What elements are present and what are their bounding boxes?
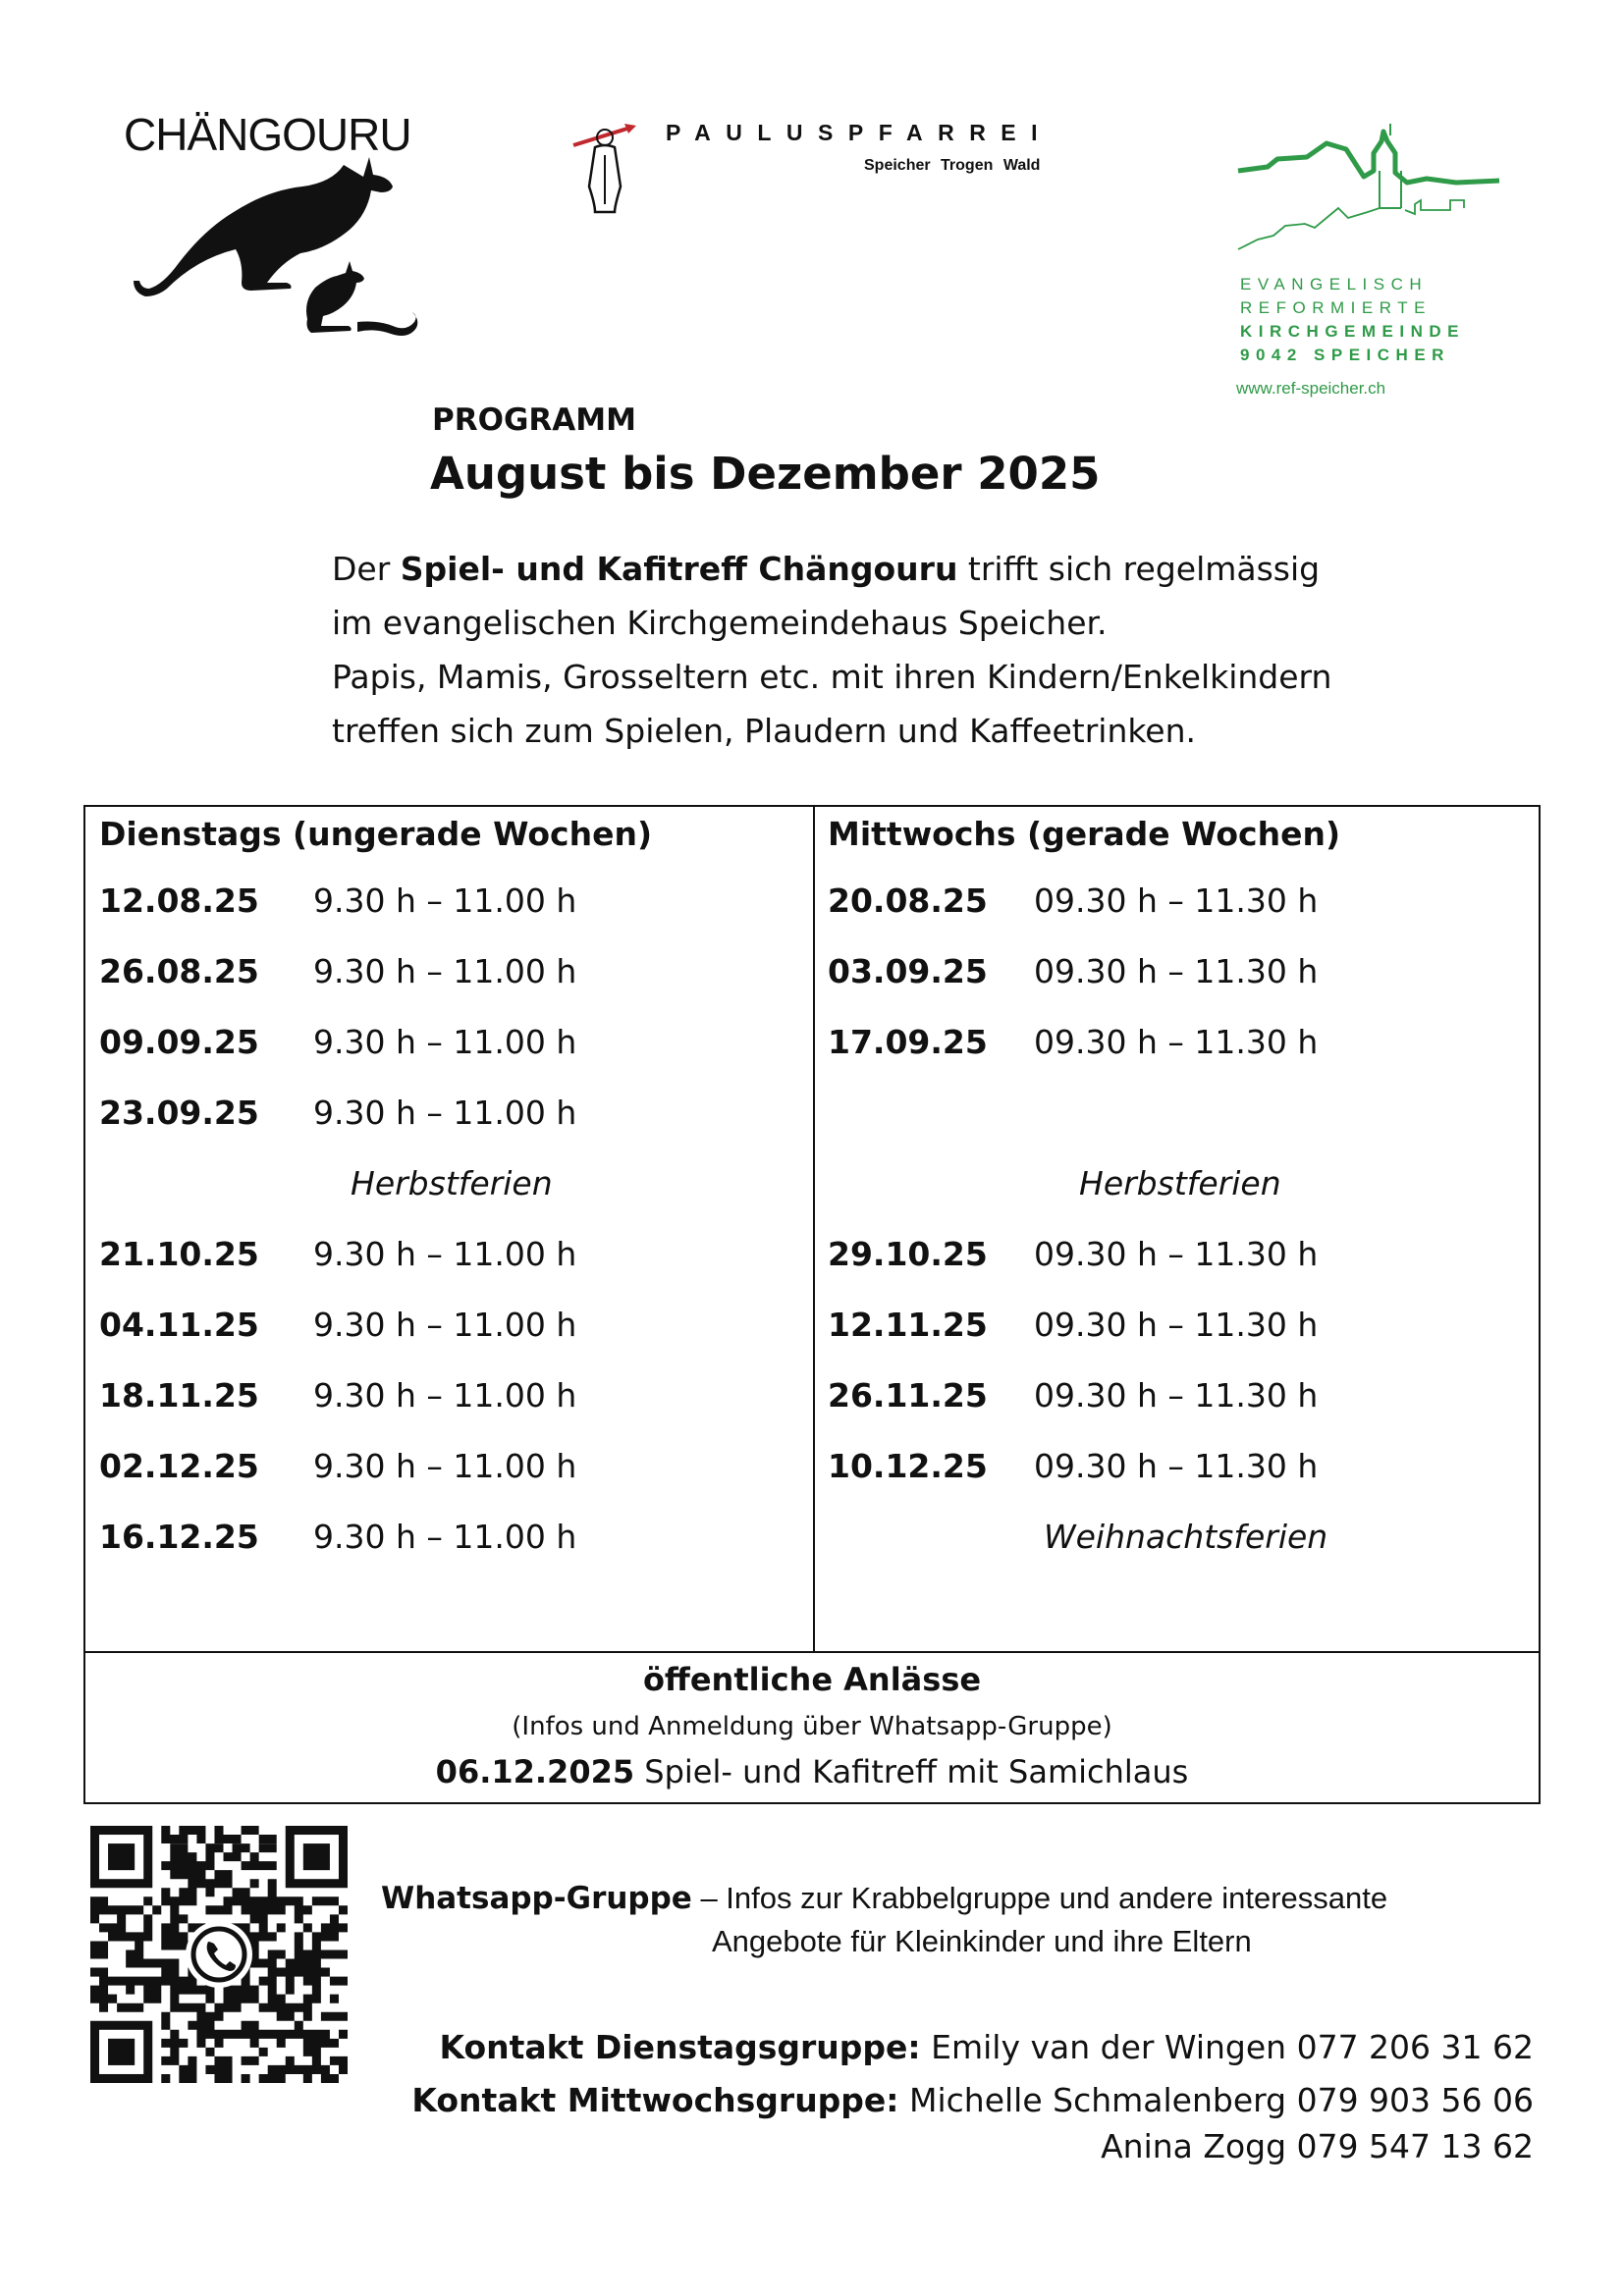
contact-wednesday-label: Kontakt Mittwochsgruppe:	[411, 2081, 899, 2119]
contact-wednesday	[411, 2081, 1534, 2119]
events-subtitle: (Infos und Anmeldung über Whatsapp-Gruppe)	[512, 1712, 1112, 1741]
event-date: 06.12.2025	[435, 1753, 635, 1790]
event-text: Spiel- und Kafitreff mit Samichlaus	[634, 1753, 1189, 1790]
tuesday-heading: Dienstags (ungerade Wochen)	[99, 815, 653, 853]
intro-highlight: Spiel- und Kafitreff Chängouru	[400, 550, 958, 588]
saint-paul-icon	[569, 116, 648, 214]
program-label: PROGRAMM	[432, 402, 636, 438]
ref-line-2: REFORMIERTE	[1240, 298, 1432, 317]
schedule-table: Dienstags (ungerade Wochen) Mittwochs (gerade Wochen) 12.08.25 9.30 h – 11.00 h 26.08.25 9.30 h – 11.00 h 09.09.25 9.30 h – 11.00 h 23.09.25 9.30 h – 11.00 h Herbstferien 21.10.25 9.30 h – 11.00 h 04.11.25 9.30 h – 11.00 h 18.11.25 9.30 h – 11.00 h 02.12.25 9.30 h – 11.00 h 16.12.25 9.30 h – 11.00 h 20.08.25 09.30 h – 11.30 h 03.09.25 09.30 h – 11.30 h 17.09.25 09.30 h – 11.30 h Herbstferien 29.10.25 09.30 h – 11.30 h 12.11.25 09.30 h – 11.30 h 26.11.25 09.30 h – 11.30 h 10.12.25 09.30 h – 11.30 h Weihnachtsferien öffentliche Anlässe (Infos und Anmeldung über Whatsapp-Gruppe) 06.12.2025 Spiel- und Kafitreff mit Samichlaus	[83, 805, 1541, 1804]
ref-line-3: KIRCHGEMEINDE	[1240, 322, 1466, 341]
wednesday-holiday: Herbstferien	[1079, 1164, 1281, 1202]
church-village-icon	[1232, 116, 1517, 263]
pauluspfarrei-logo	[569, 116, 1080, 224]
pauluspfarrei-title: PAULUSPFARREI	[666, 120, 1054, 145]
qr-code-icon	[90, 1826, 348, 2083]
intro-line-3: Papis, Mamis, Grosseltern etc. mit ihren Kindern/Enkelkindern	[332, 658, 1332, 696]
contact-tuesday	[439, 2028, 1534, 2066]
whatsapp-line-1: Whatsapp-Gruppe – Infos zur Krabbelgruppe und andere interessante	[381, 1881, 1388, 1916]
intro-text	[332, 542, 1331, 758]
events-heading: öffentliche Anlässe	[642, 1661, 982, 1698]
ref-kirchgemeinde-logo	[1232, 116, 1517, 410]
intro-line-2: im evangelischen Kirchgemeindehaus Speicher.	[332, 604, 1108, 642]
changouru-logo	[118, 108, 442, 344]
contact-tuesday-label: Kontakt Dienstagsgruppe:	[439, 2028, 921, 2066]
page-title: August bis Dezember 2025	[430, 448, 1101, 500]
event-item	[85, 1753, 1539, 1790]
wednesday-heading: Mittwochs (gerade Wochen)	[828, 815, 1341, 853]
whatsapp-qr-code[interactable]	[90, 1826, 348, 2083]
whatsapp-info	[381, 1877, 1387, 1963]
column-divider	[813, 807, 815, 1651]
pauluspfarrei-subtitle: Speicher Trogen Wald	[864, 157, 1041, 174]
intro-line-1: Der Spiel- und Kafitreff Chängouru trifft sich regelmässig	[332, 550, 1321, 588]
ref-line-4: 9042 SPEICHER	[1240, 346, 1450, 364]
events-divider	[85, 1651, 1539, 1653]
wednesday-holiday-christmas: Weihnachtsferien	[1044, 1518, 1328, 1556]
changouru-wordmark: CHÄNGOURU	[124, 109, 411, 160]
contact-wednesday-2: Anina Zogg 079 547 13 62	[1101, 2127, 1534, 2165]
tuesday-holiday: Herbstferien	[351, 1164, 553, 1202]
whatsapp-label: Whatsapp-Gruppe	[381, 1881, 692, 1916]
ref-line-1: EVANGELISCH	[1240, 275, 1429, 294]
intro-line-4: treffen sich zum Spielen, Plaudern und Kaffeetrinken.	[332, 712, 1197, 750]
kangaroo-icon	[118, 147, 442, 344]
contact-tuesday-value: Emily van der Wingen 077 206 31 62	[920, 2028, 1534, 2066]
contact-wednesday-value: Michelle Schmalenberg 079 903 56 06	[898, 2081, 1534, 2119]
whatsapp-line-2: Angebote für Kleinkinder und ihre Eltern	[712, 1924, 1252, 1958]
ref-url[interactable]: www.ref-speicher.ch	[1236, 379, 1386, 398]
